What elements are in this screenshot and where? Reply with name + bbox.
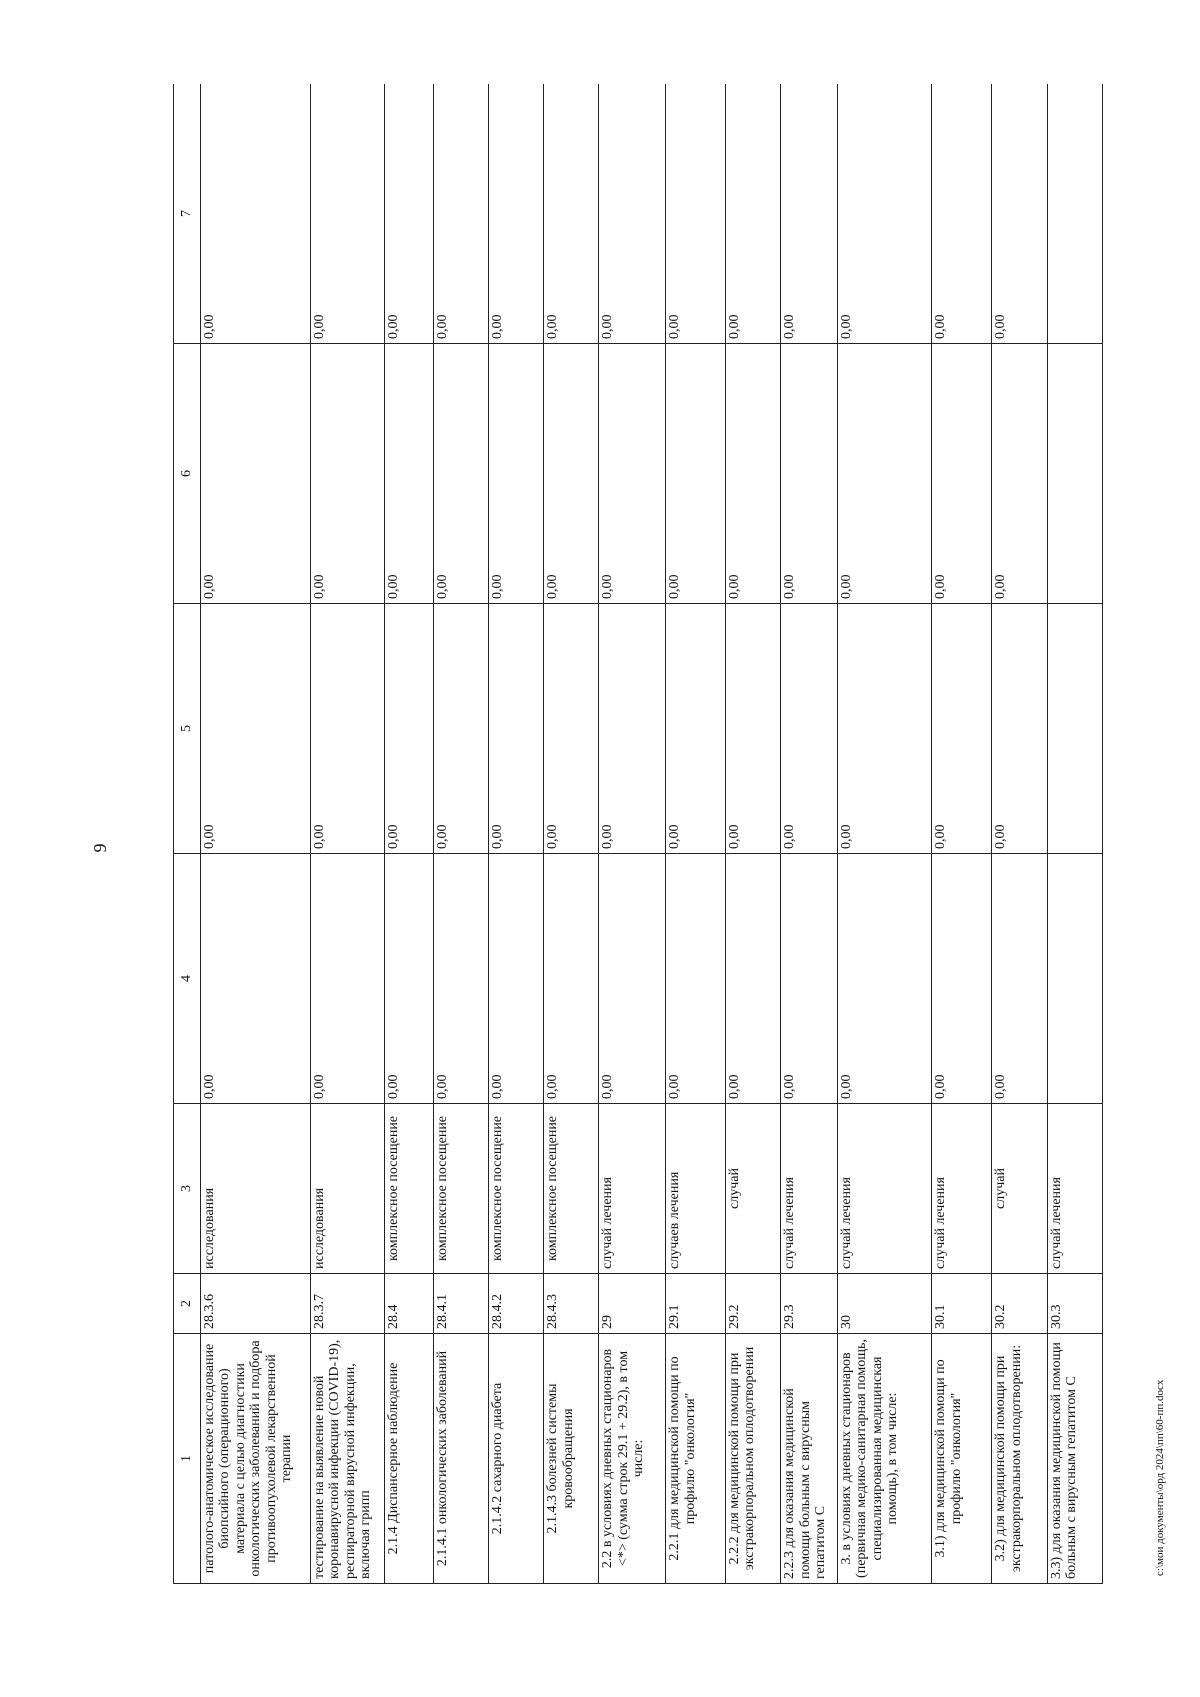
- row-name-cell: 2.2.3 для оказания медицинской помощи больным с вирусным гепатитом С: [781, 1334, 838, 1584]
- column-header-7: 7: [174, 84, 201, 344]
- row-value-7-cell: 0,00: [992, 84, 1047, 344]
- row-value-4-cell: 0,00: [726, 854, 781, 1104]
- table-row: [666, 84, 726, 1584]
- row-value-4-cell: 0,00: [992, 854, 1047, 1104]
- row-value-7-cell: 0,00: [837, 84, 931, 344]
- row-name-cell: 2.1.4.1 онкологических заболеваний: [433, 1334, 488, 1584]
- row-value-7-cell: 0,00: [201, 84, 311, 344]
- table-row: [1047, 84, 1102, 1584]
- row-value-4-cell: 0,00: [385, 854, 433, 1104]
- row-name-cell: 3. в условиях дневных стационаров (первичная медико-санитарная помощь, специализированная медицинская помощь), в том числе:: [837, 1334, 931, 1584]
- row-value-6-cell: 0,00: [781, 344, 838, 604]
- row-name-cell: 3.2) для медицинской помощи при экстракорпоральном оплодотворении:: [992, 1334, 1047, 1584]
- row-value-5-cell: 0,00: [666, 604, 726, 854]
- row-code-cell: 28.4.2: [488, 1274, 543, 1334]
- column-header-6: 6: [174, 344, 201, 604]
- row-value-7-cell: 0,00: [544, 84, 599, 344]
- row-value-4-cell: 0,00: [666, 854, 726, 1104]
- row-code-cell: 28.4: [385, 1274, 433, 1334]
- column-header-5: 5: [174, 604, 201, 854]
- row-code-cell: 30.2: [992, 1274, 1047, 1334]
- column-header-4: 4: [174, 854, 201, 1104]
- row-value-5-cell: 0,00: [544, 604, 599, 854]
- row-value-6-cell: 0,00: [599, 344, 666, 604]
- row-code-cell: 30.3: [1047, 1274, 1102, 1334]
- row-unit-cell: случай: [992, 1104, 1047, 1274]
- table-row: [544, 84, 599, 1584]
- row-value-6-cell: 0,00: [932, 344, 992, 604]
- row-code-cell: 29: [599, 1274, 666, 1334]
- row-value-7-cell: 0,00: [310, 84, 384, 344]
- row-value-5-cell: 0,00: [932, 604, 992, 854]
- table-row: [837, 84, 931, 1584]
- row-value-4-cell: 0,00: [837, 854, 931, 1104]
- row-code-cell: 28.4.3: [544, 1274, 599, 1334]
- table-row: [488, 84, 543, 1584]
- row-value-7-cell: 0,00: [385, 84, 433, 344]
- row-value-6-cell: 0,00: [385, 344, 433, 604]
- row-name-cell: 2.1.4.3 болезней системы кровообращения: [544, 1334, 599, 1584]
- table-row: [385, 84, 433, 1584]
- data-table: [173, 84, 1103, 1584]
- row-value-4-cell: 0,00: [932, 854, 992, 1104]
- row-value-4-cell: 0,00: [488, 854, 543, 1104]
- row-name-cell: тестирование на выявление новой коронавирусной инфекции (COVID-19), респираторной вирусной инфекции, включая грипп: [310, 1334, 384, 1584]
- row-value-6-cell: 0,00: [992, 344, 1047, 604]
- table-row: [201, 84, 311, 1584]
- table-body: [201, 84, 1103, 1584]
- row-name-cell: 2.1.4 Диспансерное наблюдение: [385, 1334, 433, 1584]
- row-code-cell: 28.3.6: [201, 1274, 311, 1334]
- row-unit-cell: случай лечения: [599, 1104, 666, 1274]
- row-unit-cell: комплексное посещение: [488, 1104, 543, 1274]
- row-value-5-cell: 0,00: [726, 604, 781, 854]
- row-value-6-cell: 0,00: [544, 344, 599, 604]
- row-name-cell: 2.2 в условиях дневных стационаров <*> (сумма строк 29.1 + 29.2), в том числе:: [599, 1334, 666, 1584]
- row-unit-cell: случай лечения: [1047, 1104, 1102, 1274]
- row-name-cell: 2.2.1 для медицинской помощи по профилю "онкология": [666, 1334, 726, 1584]
- row-value-7-cell: 0,00: [726, 84, 781, 344]
- row-unit-cell: комплексное посещение: [385, 1104, 433, 1274]
- row-value-7-cell: 0,00: [599, 84, 666, 344]
- row-code-cell: 28.3.7: [310, 1274, 384, 1334]
- table-wrapper: [173, 84, 1103, 1584]
- row-code-cell: 28.4.1: [433, 1274, 488, 1334]
- row-value-4-cell: 0,00: [310, 854, 384, 1104]
- row-value-5-cell: 0,00: [433, 604, 488, 854]
- row-code-cell: 29.3: [781, 1274, 838, 1334]
- table-row: [992, 84, 1047, 1584]
- row-value-7-cell: 0,00: [932, 84, 992, 344]
- row-value-7-cell: 0,00: [781, 84, 838, 344]
- row-unit-cell: исследования: [310, 1104, 384, 1274]
- table-row: [781, 84, 838, 1584]
- row-value-5-cell: 0,00: [599, 604, 666, 854]
- table-row: [433, 84, 488, 1584]
- row-value-5-cell: 0,00: [488, 604, 543, 854]
- rotated-table-container: [173, 84, 1103, 1584]
- row-name-cell: 3.1) для медицинской помощи по профилю "онкология": [932, 1334, 992, 1584]
- row-value-7-cell: 0,00: [488, 84, 543, 344]
- row-value-4-cell: 0,00: [599, 854, 666, 1104]
- row-value-6-cell: 0,00: [310, 344, 384, 604]
- table-row: [932, 84, 992, 1584]
- row-unit-cell: случай лечения: [932, 1104, 992, 1274]
- row-value-4-cell: 0,00: [433, 854, 488, 1104]
- table-header: [174, 84, 201, 1584]
- row-name-cell: 2.2.2 для медицинской помощи при экстракорпоральном оплодотворении: [726, 1334, 781, 1584]
- row-name-cell: 2.1.4.2 сахарного диабета: [488, 1334, 543, 1584]
- row-value-7-cell: [1047, 84, 1102, 344]
- page-number: 9: [90, 843, 110, 853]
- row-value-6-cell: 0,00: [201, 344, 311, 604]
- row-value-5-cell: 0,00: [310, 604, 384, 854]
- column-header-3: 3: [174, 1104, 201, 1274]
- column-header-2: 2: [174, 1274, 201, 1334]
- row-value-6-cell: 0,00: [726, 344, 781, 604]
- row-unit-cell: комплексное посещение: [544, 1104, 599, 1274]
- row-code-cell: 30.1: [932, 1274, 992, 1334]
- row-unit-cell: исследования: [201, 1104, 311, 1274]
- row-value-4-cell: 0,00: [544, 854, 599, 1104]
- row-code-cell: 30: [837, 1274, 931, 1334]
- header-row: [174, 84, 201, 1584]
- row-value-4-cell: 0,00: [201, 854, 311, 1104]
- row-value-5-cell: [1047, 604, 1102, 854]
- row-name-cell: 3.3) для оказания медицинской помощи больным с вирусным гепатитом С: [1047, 1334, 1102, 1584]
- column-header-1: 1: [174, 1334, 201, 1584]
- row-value-7-cell: 0,00: [433, 84, 488, 344]
- row-value-5-cell: 0,00: [385, 604, 433, 854]
- row-value-4-cell: 0,00: [781, 854, 838, 1104]
- row-value-7-cell: 0,00: [666, 84, 726, 344]
- document-file-path: c:\мои документы\орд 2024\пп\60-пп.docx: [1154, 1379, 1166, 1576]
- row-unit-cell: случай лечения: [837, 1104, 931, 1274]
- row-name-cell: патолого-анатомическое исследование биопсийного (операционного) материала с целью диагностики онкологических заболеваний и подбора противоопухолевой лекарственной терапии: [201, 1334, 311, 1584]
- row-value-5-cell: 0,00: [837, 604, 931, 854]
- row-value-5-cell: 0,00: [781, 604, 838, 854]
- row-unit-cell: случай: [726, 1104, 781, 1274]
- row-value-6-cell: 0,00: [488, 344, 543, 604]
- table-row: [599, 84, 666, 1584]
- row-unit-cell: комплексное посещение: [433, 1104, 488, 1274]
- row-value-6-cell: 0,00: [666, 344, 726, 604]
- row-code-cell: 29.1: [666, 1274, 726, 1334]
- row-value-6-cell: [1047, 344, 1102, 604]
- row-value-5-cell: 0,00: [201, 604, 311, 854]
- row-unit-cell: случай лечения: [781, 1104, 838, 1274]
- table-row: [310, 84, 384, 1584]
- row-value-6-cell: 0,00: [837, 344, 931, 604]
- row-code-cell: 29.2: [726, 1274, 781, 1334]
- row-unit-cell: случаев лечения: [666, 1104, 726, 1274]
- table-row: [726, 84, 781, 1584]
- row-value-4-cell: [1047, 854, 1102, 1104]
- row-value-5-cell: 0,00: [992, 604, 1047, 854]
- row-value-6-cell: 0,00: [433, 344, 488, 604]
